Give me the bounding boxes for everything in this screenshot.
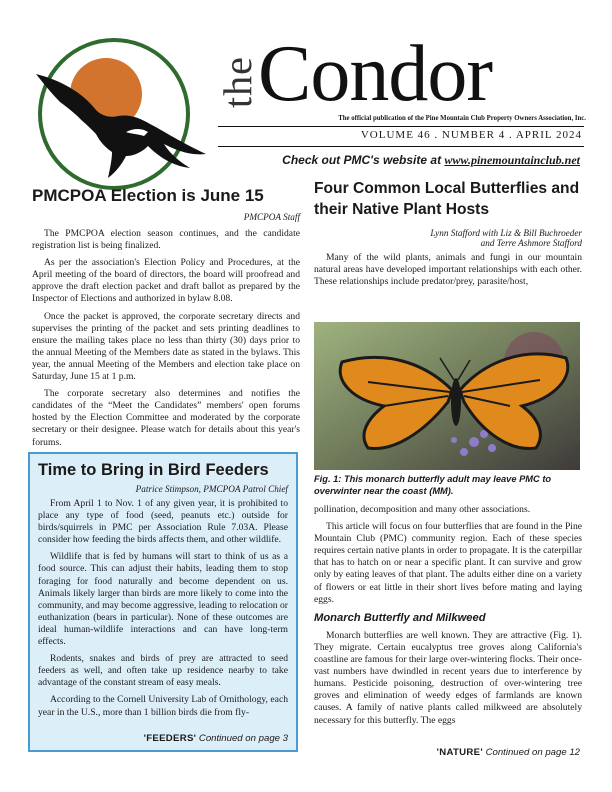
paragraph: This article will focus on four butterflies that are found in the Pine Mountain Club (PMC) community region. Each of these species requires certain native plants in order to propagate. It is the caterpillar that has to hatch on or near a specific plant. It can survive and grow only by eating leaves of that plant. The adults either dine on a variety of flowers or eat little in their short lives before mating and laying eggs.	[314, 521, 582, 605]
masthead-the: the	[215, 56, 260, 108]
continued-tag: 'NATURE'	[436, 747, 483, 758]
issue-line: VOLUME 46 . NUMBER 4 . APRIL 2024	[360, 129, 582, 141]
masthead-title: Condor	[258, 30, 492, 118]
butterfly-byline-1: Lynn Stafford with Liz & Bill Buchroeder	[430, 228, 582, 238]
monarch-photo	[314, 322, 580, 470]
paragraph: As per the association's Election Policy and Procedures, at the April meeting of the board of directors, the board will proofread and approve the draft election packet and draft ballot as prepared by the Inspector of Elections and authorized in bylaw 8.08.	[32, 257, 300, 305]
website-prefix: Check out PMC's website at	[282, 153, 442, 167]
paragraph: Once the packet is approved, the corporate secretary directs and supervises the printing of the packet and sets printing deadlines to ensure the mailing takes place no less than thirty (30) days prior to the annual Meeting of the Members date as stated in the bylaws. This year, the annual Meeting of the Members and election take place on Saturday, June 15 at 1 p.m.	[32, 310, 300, 383]
masthead-tagline: The official publication of the Pine Mountain Club Property Owners Association, Inc.	[338, 115, 586, 122]
election-headline: PMCPOA Election is June 15	[32, 186, 264, 205]
butterfly-article	[314, 178, 582, 293]
butterfly-body	[314, 504, 582, 732]
feeders-box	[28, 452, 298, 752]
masthead-rule-bottom	[218, 146, 584, 147]
nature-continued[interactable]	[437, 747, 580, 758]
butterfly-headline: Four Common Local Butterflies and their Native Plant Hosts	[314, 180, 580, 218]
paragraph: The corporate secretary also determines and notifies the candidates of the “Meet the Candidates” members' open forums hosted by the Election Committee and moderated by the corporate secretary or their designee. Please watch for details about this year's forums.	[32, 388, 300, 448]
photo-caption: Fig. 1: This monarch butterfly adult may leave PMC to overwinter near the coast (MM).	[314, 474, 552, 496]
website-line	[218, 153, 580, 168]
feeders-headline: Time to Bring in Bird Feeders	[38, 461, 269, 479]
paragraph: Many of the wild plants, animals and fungi in our mountain natural areas have developed important relationships with each other. These relationships include predator/prey, parasite/host,	[314, 252, 582, 288]
feeders-byline: Patrice Stimpson, PMCPOA Patrol Chief	[135, 484, 288, 494]
continued-text: Continued on page 3	[198, 733, 288, 744]
continued-tag: 'FEEDERS'	[143, 733, 197, 744]
website-link[interactable]: www.pinemountainclub.net	[444, 153, 580, 167]
monarch-subhead: Monarch Butterfly and Milkweed	[314, 611, 486, 624]
paragraph: pollination, decomposition and many other associations.	[314, 504, 531, 515]
election-body	[32, 228, 300, 449]
paragraph: According to the Cornell University Lab of Ornithology, each year in the U.S., more than 1 billion birds die from fly-	[38, 694, 288, 718]
feeders-body	[38, 498, 288, 719]
paragraph: Monarch butterflies are well known. They are attractive (Fig. 1). They migrate. Certain eucalyptus tree groves along California's coastline are famous for their large over-wintering flocks. Their once-vast numbers have dwindled in recent years due to interference by humans. Pesticide poisoning, destruction of over-wintering tree groves and elimination of weedy edges of farmlands are known causes. A family of native plants called milkweed are absolutely necessary for this butterfly. The eggs	[314, 629, 582, 726]
butterfly-intro	[314, 252, 582, 288]
paragraph: Wildlife that is fed by humans will start to think of us as a food source. This can adjust their habits, leading them to stop foraging for food naturally and become dependent on us. Animals likely larger than birds are more likely to come into the community, and may become aggressive, leading to relocation or euthanization (bears in particular). None of these outcomes are ideal human-wildlife interactions and can have long-term effects.	[38, 551, 288, 648]
election-article	[32, 186, 300, 454]
paragraph: The PMCPOA election season continues, and the candidate registration list is being finalized.	[32, 228, 300, 252]
condor-logo	[30, 32, 216, 192]
feeders-continued[interactable]	[144, 733, 288, 744]
butterfly-byline-2: and Terre Ashmore Stafford	[480, 238, 582, 248]
masthead-rule-top	[218, 126, 584, 127]
paragraph: Rodents, snakes and birds of prey are attracted to seed feeders as well, and often take up residence nearby to take advantage of the constant stream of easy meals.	[38, 653, 288, 689]
continued-text: Continued on page 12	[485, 747, 580, 758]
election-byline: PMCPOA Staff	[243, 212, 300, 222]
paragraph: From April 1 to Nov. 1 of any given year, it is prohibited to place any type of food (seed, peanuts etc.) outside for birds/squirrels in PMC per Association Rule 7.03A. Please consider how feeding the birds affects them, and other wildlife.	[38, 498, 288, 546]
